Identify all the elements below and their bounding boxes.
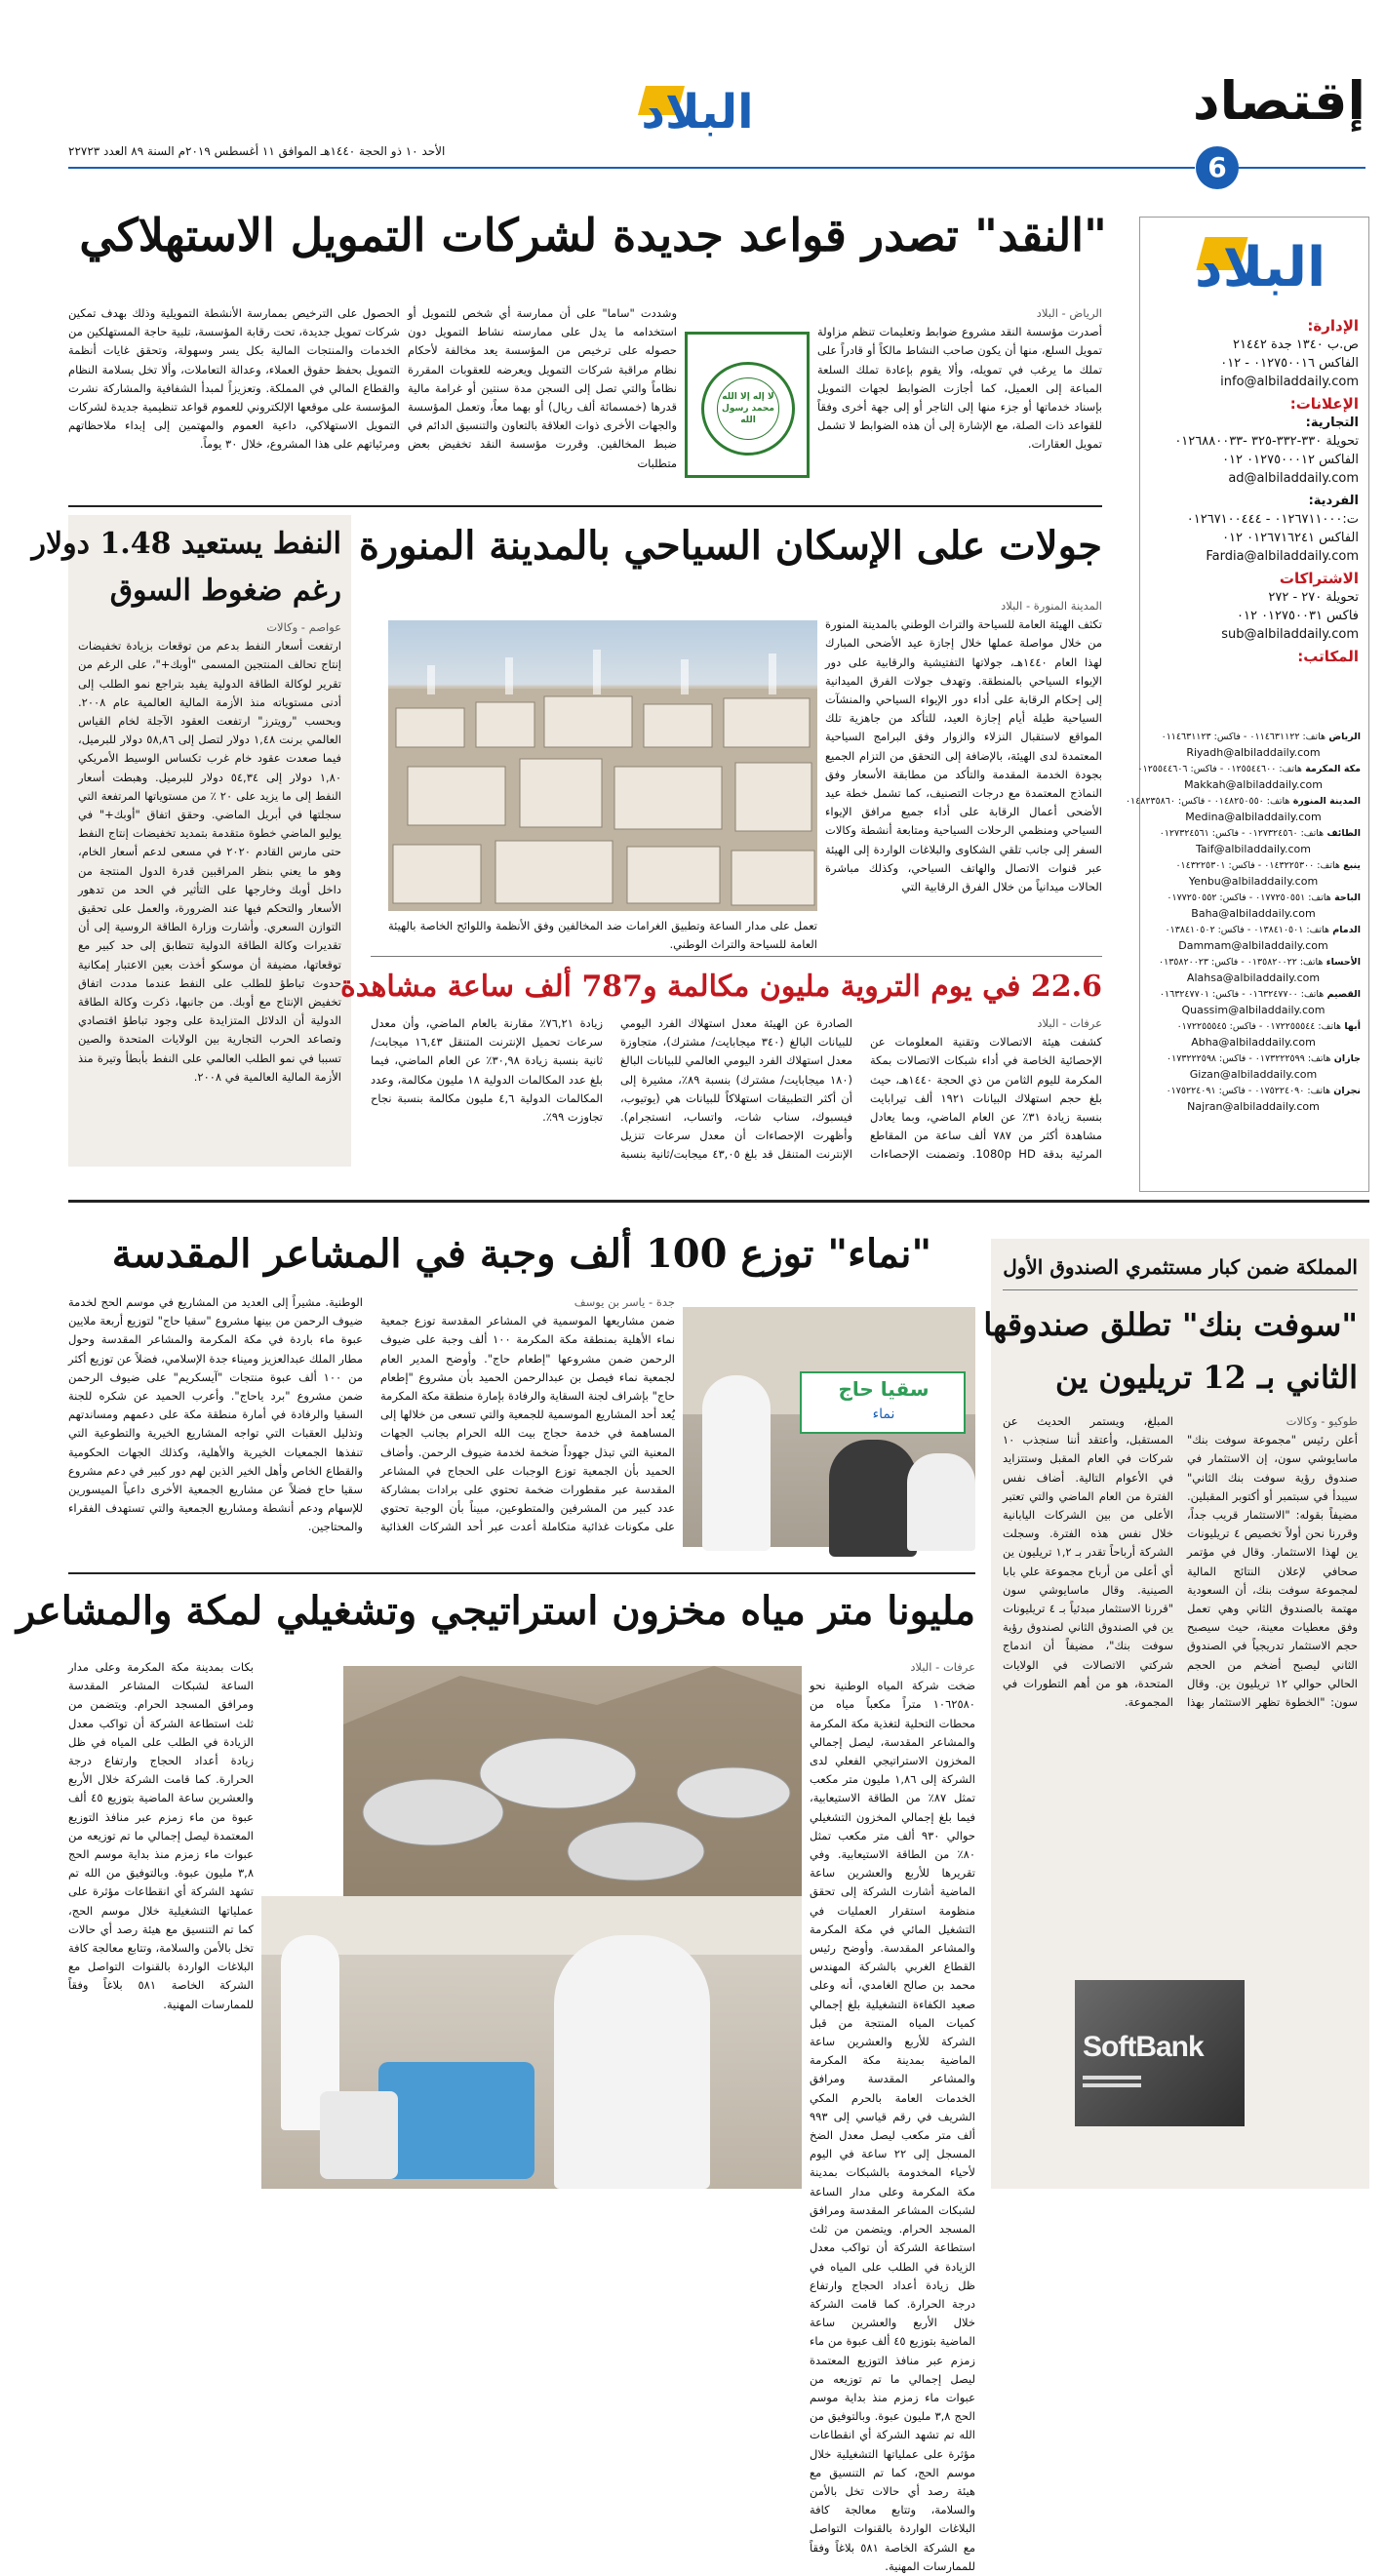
office-email[interactable]: Najran@albiladdaily.com — [1187, 1100, 1320, 1113]
person-figure — [702, 1375, 771, 1551]
story7-body-left-column — [68, 1658, 254, 2189]
story2-dateline: المدينة المنورة - البلاد — [1001, 599, 1102, 613]
office-email[interactable]: Gizan@albiladdaily.com — [1189, 1068, 1318, 1081]
office-phone: هاتف: ٠١٢٧٣٢٤٥٦٠ - فاكس: ٠١٢٧٣٢٤٥٦١ — [1159, 828, 1325, 839]
office-phone: هاتف: ٠١٢٥٥٤٤٦٠٠ - فاكس: ٠١٢٥٥٤٤٦٠٦ — [1137, 764, 1302, 774]
subscriptions-email[interactable]: sub@albiladdaily.com — [1221, 627, 1359, 642]
person-figure — [829, 1440, 917, 1557]
sidebar-logo-text: البلاد — [1194, 236, 1326, 299]
subscriptions-line: تحويلة ٢٧٠ - ٢٧٢ — [1268, 590, 1359, 605]
admin-line: الفاكس ٠١٢٧٥٠٠١٦ - ٠١٢ — [1220, 356, 1359, 371]
story3-dateline: عواصم - وكالات — [266, 620, 341, 634]
office-entry — [1146, 1083, 1361, 1099]
individual-line: الفاكس ٠١٢٦٧١٦٢٤١ ٠١٢ — [1222, 531, 1359, 545]
individual-line: ت:٠١٢٦٧١١٠٠٠ - ٠١٢٦٧١٠٠٤٤٤ — [1186, 512, 1359, 527]
ads-title: الإعلانات: — [1289, 395, 1359, 413]
office-phone: هاتف: ٠١٦٣٢٤٧٧٠٠ - فاكس: ٠١٦٣٢٤٧٧٠١ — [1159, 989, 1325, 1000]
city-skyline-graphic — [388, 620, 817, 911]
softbank-logo-bars-icon — [1083, 2076, 1141, 2080]
story2-bottom-rule — [371, 956, 1102, 957]
office-city: الباحة — [1330, 892, 1361, 903]
office-phone: هاتف: ٠١٧٢٢٥٥٥٤٤ - فاكس: ٠١٧٢٢٥٥٥٤٥ — [1176, 1021, 1342, 1032]
office-email[interactable]: Yenbu@albiladdaily.com — [1188, 875, 1319, 888]
water-tanks-graphic — [343, 1666, 802, 1896]
office-phone: هاتف: ٠١٧٥٢٢٤٠٩٠ - فاكس: ٠١٧٥٢٢٤٠٩١ — [1166, 1086, 1330, 1096]
office-entry — [1146, 954, 1361, 971]
office-email[interactable]: Makkah@albiladdaily.com — [1184, 778, 1323, 791]
oil-box — [31, 515, 351, 1167]
story6-kicker: المملكة ضمن كبار مستثمري الصندوق الأول — [1003, 1255, 1358, 1279]
story7-headline: مليونا متر مياه مخزون استراتيجي وتشغيلي لمكة والمشاعر — [16, 1588, 975, 1634]
tent-row — [261, 1896, 802, 1955]
pilgrim-figure — [554, 1935, 710, 2189]
namaa-volunteers-photo — [683, 1307, 975, 1547]
office-entry — [1146, 922, 1361, 938]
page-number-badge: 6 — [1196, 146, 1239, 189]
contact-sidebar — [1125, 217, 1369, 1192]
individual-label: الفردية: — [1308, 494, 1359, 508]
story5-body-text: ضمن مشاريعها الموسمية في المشاعر المقدسة توزع جمعية نماء الأهلية بمنطقة مكة المكرمة ١٠٠ ألف وجبة على ضيوف الرحمن ضمن مشروعها "إطعام حاج". وأوضح المدير العام لجمعية نماء فيصل بن عبدالرحمن الحميد بأن مشروع "إطعام حاج" بإشراف لجنة السقاية والرفادة بإمارة منطقة مكة المكرمة يُعد أحد المشاريع الموسمية للجمعية والتي تسعى من خلالها إلى المساهمة في خدمة حجاج بيت الله الحرام بجانب الجهات المعنية التي تبذل جهوداً ضخمة لخدمة ضيوف الرحمن. وأضاف الحميد بأن الجمعية توزع الوجبات على الحجاج في المشاعر المقدسة عبر مقطورات ضخمة تحتوي على برادات بمشاركة عدد كبير من المشرفين والمتطوعين، مبيناً بأن الوجبة تحتوي على مكونات غذائية متكاملة أعدت عبر أحد الشركات الغذائية الوطنية. مشيراً إلى العديد من المشاريع في موسم الحج لخدمة ضيوف الرحمن من بينها مشروع "سقيا حاج" لتوزيع أربعة ملايين عبوة ماء باردة في مكة المكرمة والمشاعر المقدسة وحول مطار الملك عبدالعزيز وميناء جدة الإسلامي، فضلاً عن توزيع أكثر من ١٠٠ ألف عبوة منتجات "آيسكريم" على ضيوف الرحمن ضمن مشروع "برد ياحاج". وأعرب الحميد عن شكره للجنة السقيا والرفادة في أمارة منطقة مكة على دعمهم ومساندتهم وتذليل العقبات التي تواجه المشاريع الخيرية والتطوعية التي تنفذها الجمعيات الخيرية والأهلية، وكذلك الجهات الحكومية والقطاع الخاص وأهل الخير الذين لهم دور كبير في دعم مشروع سقيا حاج فضلاً عن مشاريع الجمعية الأخرى داعياً الميسورين للإسهام ودعم أنشطة ومشاريع الجمعية والتي تستهدف الفقراء والمحتاجين. — [68, 1295, 675, 1534]
office-city: مكة المكرمة — [1301, 764, 1361, 774]
office-city: المدينة المنورة — [1289, 796, 1361, 807]
office-city: القصيم — [1324, 989, 1361, 1000]
softbank-box — [983, 1239, 1369, 2189]
story1-col1 — [817, 304, 1102, 476]
individual-email[interactable]: Fardia@albiladdaily.com — [1206, 549, 1359, 564]
logo-text: البلاد — [641, 85, 754, 139]
story1-body-col1: أصدرت مؤسسة النقد مشروع ضوابط وتعليمات تنظم مزاولة تمويل السلع، منها أن يكون صاحب النشاط مالكاً أو قادراً على تملك ما يرغب في تمويله، وألا يقوم بإعادة تملك السلعة المباعة إلى العميل، كما أجازت الضوابط لجهات التمويل بإسناد خدماتها أو جزء منها إلى التاجر أو إلى جهة أخرى وفقاً للقواعد ذات الصلة، مع الإشارة إلى أن هذه الضوابط لا تشمل تمويل العقارات. — [817, 325, 1102, 452]
office-phone: هاتف: ٠١٣٥٨٢٠٠٢٢ - فاكس: ٠١٣٥٨٢٠٠٢٣ — [1158, 957, 1324, 968]
office-phone: هاتف: ٠١٤٨٢٥٠٥٥٠ - فاكس: ٠١٤٨٢٣٥٨٦٠ — [1125, 796, 1290, 807]
masthead-rule — [68, 167, 1195, 169]
office-email[interactable]: Alahsa@albiladdaily.com — [1186, 971, 1321, 984]
story6-dateline: طوكيو - وكالات — [1286, 1414, 1358, 1428]
seal-text: لا إله إلا الله محمد رسول الله — [722, 392, 774, 425]
story1-seal — [685, 332, 810, 478]
office-entry — [1146, 729, 1361, 745]
office-phone: هاتف: ٠١٤٣٢٢٥٣٠٠ - فاكس: ٠١٤٣٢٢٥٣٠١ — [1175, 860, 1340, 871]
story5-bottom-rule — [68, 1572, 975, 1574]
story7-continued-text: بكات بمدينة مكة المكرمة وعلى مدار الساعة لشبكات المشاعر المقدسة ومرافق المسجد الحرام. ويتضمن من ثلث استطاعة الشركة أن تواكب معدل الزيادة في الطلب على المياه في ظل زيادة أعداد الحجاج وارتفاع درجة الحرارة. كما قامت الشركة خلال الأربع والعشرين ساعة الماضية بتوزيع ٤٥ ألف عبوة من ماء زمزم عبر منافذ التوزيع المعتمدة ليصل إجمالي ما تم توزيعه من عبوات ماء زمزم منذ بداية موسم الحج ٣,٨ مليون عبوة. وبالتوفيق من الله تم تشهد الشركة أي انقطاعات مؤثرة على عملياتها التشغيلية خلال موسم الحج، كما تم التنسيق مع هيئة رصد أي حالات تخل بالأمن والسلامة، وتتابع معالجة كافة البلاغات الواردة بالقنوات التواصل مع الشركة الخاصة ٥٨١ بلاغاً وفقاً للممارسات المهنية. — [68, 1660, 255, 2011]
story4-dateline: عرفات - البلاد — [1037, 1016, 1102, 1030]
water-cooler — [378, 2062, 534, 2179]
story5-body — [68, 1293, 675, 1563]
office-email[interactable]: Dammam@albiladdaily.com — [1178, 939, 1328, 952]
story1-col3: الحصول على الترخيص بممارسة الأنشطة التمويلية وذلك بهدف تمكين شركات تمويل جديدة، تحت رقابة المؤسسة، تلبية حاجة المستهلكين من الخدمات والمنتجات المالية بكل يسر وسهولة، وتحقق غايات أنظمة التمويل بحفظ حقوق العملاء، وعدالة التعاملات، وألا تخل بسلامة النظام والقطاع المالي في المملكة. وتعزيزاً لمبدأ الشفافية والمشاركة نشرت المؤسسة على موقعها الإلكتروني للعموم قواعد تنظيمية جديدة لشركات التمويل الاستهلاكي، داعية العموم والمهتمين إلى إبداء ملاحظاتهم ومرئياتهم على هذا المشروع، خلال ٣٠ يوماً. — [68, 306, 400, 452]
office-entry — [1146, 986, 1361, 1003]
story4-body-text: كشفت هيئة الاتصالات وتقنية المعلومات عن الإحصائية الخاصة في أداء شبكات الاتصالات بمكة المكرمة لليوم الثامن من ذي الحجة ١٤٤٠هـ، حيث بلغ حجم استهلاك البيانات ١٩٢١ ألف تيرابايت بنسبة زيادة ٣١٪ عن العام الماضي، وبما يعادل مشاهدة أكثر من ٧٨٧ ألف ساعة من المقاطع المرئية بدقة 1080p HD. وتضمنت الإحصاءات الصادرة عن الهيئة معدل استهلاك الفرد اليومي للبيانات البالغ (٣٤٠ ميجابايت/ مشترك)، متجاوزة معدل استهلاك الفرد اليومي العالمي للبيانات البالغ (١٨٠ ميجابايت/ مشترك) بنسبة ٨٩٪، مشيرة إلى أن أكثر التطبيقات استهلاكاً للبيانات هي (يوتيوب، فيسبوك، سناب شات، واتساب، انستجرام). وأظهرت الإحصاءات أن معدل سرعات تنزيل الإنترنت المتنقل قد بلغ ٤٣,٠٥ ميجابت/ثانية بنسبة زيادة ٧٦,٢١٪ مقارنة بالعام الماضي، وأن معدل سرعات تحميل الإنترنت المتنقل ١٦,٤٣ ميجابت/ثانية بنسبة زيادة ٣٠,٩٨٪ عن العام الماضي، فيما بلغ عدد المكالمات الدولية ١٨ مليون مكالمة، وعدد المكالمات الدولية ٤,٦ مليون مكالمة بنسبة نجاح تجاوزت ٩٩٪. — [371, 1016, 1103, 1162]
offices-list — [1125, 729, 1361, 1115]
office-city: جازان — [1330, 1053, 1361, 1064]
office-city: الدمام — [1328, 925, 1361, 935]
office-city: الرياض — [1326, 732, 1361, 742]
office-email[interactable]: Baha@albiladdaily.com — [1191, 907, 1316, 920]
softbank-photo — [1075, 1980, 1245, 2126]
office-phone: هاتف: ٠١٧٧٢٥٠٥٥١ - فاكس: ٠١٧٧٢٥٠٥٥٢ — [1167, 892, 1331, 903]
story6-body-text: أعلن رئيس "مجموعة سوفت بنك" ماسايوشي سون، إن الاستثمار في صندوق رؤية سوفت بنك الثاني" سيبدأ في سبتمبر أو أكتوبر المقبلين. مضيفاً بقوله: "الاستثمار قريب جداً، وقررنا نحن أولاً تخصيص ٤ تريليونات ين لهذا الاستثمار. وقال في مؤتمر صحافي لإعلان النتائج المالية لمجموعة سوفت بنك، أن السعودية مهتمة بالصندوق الثاني وهي تعمل وفق معطيات معينة، حيث سيصبح حجم الاستثمار تدريجياً في الصندوق الثاني ليصبح أضخم من الحجم الحالي حوالي ١٢ تريليون ين. وقال سون: "الخطوة تظهر الاستثمار بهذا المبلغ، ويستمر الحديث عن المستقبل، وأعتقد أننا سنجذب ١٠ شركات في العام المقبل وستتزايد في الأعوام التالية. أضاف نفس الفترة من العام الماضي والتي تعتبر الأعلى من بين الشركات اليابانية خلال نفس هذه الفترة. وسجلت الشركة أرباحاً تقدر بـ ١,٢ تريليون ين أي أعلى من أرباح مجموعة علي بابا الصينية. وقال ماسايوشي سون "قررنا الاستثمار مبدئياً بـ ٤ تريليونات ين في الصندوق الثاني لصندوق رؤية سوفت بنك"، مضيفاً أن اندماج شركتي الاتصالات في الولايات المتحدة، هو من أهم التطورات في المجموعة. — [1003, 1414, 1358, 1710]
story1-dateline: الرياض - البلاد — [1036, 306, 1102, 320]
office-entry — [1137, 761, 1361, 777]
story3-headline: النفط يستعيد 1.48 دولار — [31, 527, 341, 561]
story5-dateline: جدة - ياسر بن يوسف — [574, 1295, 675, 1309]
pilgrims-zamzam-photo — [261, 1896, 802, 2189]
office-city: نجران — [1330, 1086, 1361, 1096]
office-entry — [1146, 825, 1361, 842]
sidebar-logo — [1187, 231, 1333, 305]
story2-body: تكثف الهيئة العامة للسياحة والتراث الوطني بالمدينة المنورة من خلال مواصلة عملها خلال إجازة عيد الأضحى المبارك لهذا العام ١٤٤٠هـ، جولاتها التفتيشية والرقابية على دور الإيواء السياحي بالمنطقة. وتهدف جولات الفرق الميدانية إلى إحكام الرقابة على أداء دور الإيواء السياحي والمنشآت السياحية طيلة أيام إجازة العيد، للتأكد من جاهزية تلك المواقع لاستقبال النزلاء والزوار وفق البرامج السياحية المعتمدة لدى الهيئة، بالإضافة إلى التحقق من التزام الجميع بجودة الخدمة المقدمة والتأكد من مطابقة الأسعار وفق النماذج المعتمدة مع درجات التصنيف، كما تشمل خطة عيد الأضحى أعمال الرقابة على أداء جميع مرافق الإيواء السياحي ومنظمي الرحلات السياحية ومتابعة أنشطة وكالات السفر إلى جانب تلقي الشكاوى والبلاغات الواردة إلى الهيئة عبر قنوات الاتصال والهاتف السياحي، وكذلك مباشرة الحالات ميدانياً من خلال الفرق الرقابية التي — [825, 617, 1103, 894]
mid-page-rule — [68, 1200, 1369, 1203]
office-city: الطائف — [1324, 828, 1361, 839]
story7-body-right — [810, 1658, 976, 2573]
story5-headline: "نماء" توزع 100 ألف وجبة في المشاعر المقدسة — [111, 1231, 932, 1277]
admin-title: الإدارة: — [1307, 317, 1359, 335]
office-phone: هاتف: ٠١١٤٦٣١١٢٢ - فاكس: ٠١١٤٦٣١١٢٣ — [1161, 732, 1326, 742]
water-tanks-photo — [343, 1666, 802, 1896]
kicker-rule — [1003, 1289, 1358, 1290]
office-entry — [1146, 1018, 1361, 1035]
office-entry — [1146, 857, 1361, 874]
office-city: الأحساء — [1323, 957, 1361, 968]
story1-headline: "النقد" تصدر قواعد جديدة لشركات التمويل الاستهلاكي — [79, 209, 1107, 261]
ads-email[interactable]: ad@albiladdaily.com — [1228, 471, 1359, 486]
masthead-rule-short — [1239, 167, 1365, 169]
story7-body-text: ضخت شركة المياه الوطنية نحو ١٠٦٢٥٨٠ متراً مكعباً مياه من محطات التحلية لتغذية مكة المكرمة والمشاعر المقدسة، ليصل إجمالي المخزون الاستراتيجي الفعلي لدى الشركة إلى ١,٨٦ مليون متر مكعب تمثل ٨٧٪ من الطاقة الاستيعابية، فيما بلغ إجمالي المخزون التشغيلي حوالي ٩٣٠ ألف متر مكعب تمثل ٨٠٪ من الطاقة الاستيعابية. وفي تقريرها للأربع والعشرين ساعة الماضية أشارت الشركة إلى تحقق منظومة استقرار العمليات في التشغيل المائي في مكة المكرمة والمشاعر المقدسة. وأوضح رئيس القطاع الغربي بالشركة المهندس محمد بن صالح الغامدي، أنه وعلى صعيد الكفاءة التشغيلية بلغ إجمالي كميات المياه المنتجة من قبل الشركة للأربع والعشرين ساعة الماضية بمدينة مكة المكرمة والمشاعر المقدسة ومرافق الخدمات العامة بالحرم المكي الشريف في رقم قياسي إلى ٩٩٣ ألف متر مكعب ليصل معدل الضخ المسجل إلى ٢٢ ساعة في اليوم لأحياء المخدومة بالشبكات بمدينة مكة المكرمة وعلى مدار الساعة لشبكات المشاعر المقدسة ومرافق المسجد الحرام. ويتضمن من ثلث استطاعة الشركة أن تواكب معدل الزيادة في الطلب على المياه في ظل زيادة أعداد الحجاج وارتفاع درجة الحرارة. كما قامت الشركة خلال الأربع والعشرين ساعة الماضية بتوزيع ٤٥ ألف عبوة من ماء زمزم عبر منافذ التوزيع المعتمدة ليصل إجمالي ما تم توزيعه من عبوات ماء زمزم منذ بداية موسم الحج ٣,٨ مليون عبوة. وبالتوفيق من الله تم تشهد الشركة أي انقطاعات مؤثرة على عملياتها التشغيلية خلال موسم الحج، كما تم التنسيق مع هيئة رصد أي حالات تخل بالأمن والسلامة، وتتابع معالجة كافة البلاغات الواردة بالقنوات التواصل مع الشركة الخاصة ٥٨١ بلاغاً وفقاً للممارسات المهنية. — [810, 1679, 976, 2573]
story3-body: ارتفعت أسعار النفط بدعم من توقعات بزيادة تخفيضات إنتاج تحالف المنتجين المسمى "أوبك+"، على الرغم من تقرير لوكالة الطاقة الدولية يفيد بتراجع نمو الطلب إلى أدنى مستوياته منذ الأزمة المالية العالمية عام ٢٠٠٨. وبحسب "رويترز" ارتفعت العقود الآجلة لخام القياس العالمي برنت ١,٤٨ دولار لتصل إلى ٥٨,٨٦ دولار للبرميل، فيما صعدت عقود خام غرب تكساس الوسيط الأمريكي ١,٨٠ دولار إلى ٥٤,٣٤ دولار للبرميل. وهبطت أسعار النفط إلى ما يزيد على ٢٠ ٪ من مستوياتها المرتفعة التي سجلتها في أبريل الماضي. وحقق اتفاق "أوبك+" في يوليو الماضي خطوة متقدمة بتمديد تخفيضات إنتاج النفط حتى مارس القادم ٢٠٢٠ في مسعى لدعم أسعار الخام، وهو ما يعني بنظر المراقبين قدرة الدول المنتجة من داخل أوبك وخارجها على التأثير في الحد من تدهور الأسعار والتحكم فيها عند الضرورة، والعمل على تحقيق التوازن السعري. وأشارت وزارة الطاقة الروسية إلى أن تقديرات وكالة الطاقة الدولية تتطابق إلى حد كبير مع توقعاتها، مضيفة أن موسكو أخذت بعين الاعتبار إمكانية حدوث تباطؤ للطلب على النفط عندما مددت اتفاق تخفيض الإنتاج مع أوبك. من جانبها، ذكرت وكالة الطاقة الدولية أن الدلائل المتزايدة على وجود تباطؤ اقتصادي وتصاعد الحرب التجارية بين الولايات المتحدة والصين تسببا في نمو الطلب العالمي على النفط بأبطأ وتيرة منذ الأزمة المالية العالمية في ٢٠٠٨. — [78, 639, 341, 1084]
office-email[interactable]: Taif@albiladdaily.com — [1196, 843, 1311, 855]
masthead-logo — [634, 80, 761, 148]
story6-headline2: الثاني بـ 12 تريليون ين — [1054, 1359, 1358, 1396]
date-line: الأحد ١٠ ذو الحجة ١٤٤٠هـ الموافق ١١ أغسطس ٢٠١٩م السنة ٨٩ العدد ٢٢٧٢٣ — [68, 144, 446, 158]
ads-line: تحويلة ٣٣٠-٣٣٢-٣٢٥ -٠١٢٦٨٨٠٠٣٣ — [1174, 434, 1359, 449]
office-email[interactable]: Abha@albiladdaily.com — [1191, 1036, 1316, 1049]
softbank-sign-text: SoftBank — [1083, 2031, 1204, 2063]
commercial-label: التجارية: — [1305, 416, 1359, 430]
office-phone: هاتف: ٠١٣٨٤١٠٥٠١ - فاكس: ٠١٣٨٤١٠٥٠٢ — [1165, 925, 1329, 935]
office-email[interactable]: Riyadh@albiladdaily.com — [1186, 746, 1321, 759]
madinah-city-photo — [388, 620, 817, 911]
banner-text: سقيا حاج — [838, 1377, 930, 1401]
office-entry — [1146, 890, 1361, 906]
story6-body — [1003, 1412, 1358, 1968]
story4-headline: 22.6 في يوم التروية مليون مكالمة و787 ألف ساعة مشاهدة — [340, 970, 1102, 1004]
office-city: أبها — [1341, 1021, 1361, 1032]
office-entry — [1146, 1050, 1361, 1067]
office-phone: هاتف: ٠١٧٣٢٢٢٥٩٩ - فاكس: ٠١٧٣٢٢٢٥٩٨ — [1167, 1053, 1331, 1064]
story1-bottom-rule — [68, 505, 1102, 507]
story2-headline: جولات على الإسكان السياحي بالمدينة المنورة — [358, 523, 1102, 569]
subscriptions-line: فاكس ٠١٢٧٥٠٠٣١ ٠١٢ — [1236, 609, 1359, 623]
subscriptions-title: الاشتراكات — [1279, 570, 1359, 587]
namaa-banner — [800, 1371, 966, 1434]
banner-sub-text: نماء — [872, 1407, 895, 1422]
story2-col1 — [825, 597, 1102, 948]
story2-caption: تعمل على مدار الساعة وتطبيق الغرامات ضد المخالفين وفق الأنظمة واللوائح الخاصة بالهيئة العامة للسياحة والتراث الوطني. — [388, 919, 817, 952]
admin-line: ص.ب ١٣٤٠ جدة ٢١٤٤٢ — [1232, 337, 1359, 352]
office-email[interactable]: Medina@albiladdaily.com — [1185, 811, 1322, 823]
office-entry — [1125, 793, 1361, 810]
story6-headline: "سوفت بنك" تطلق صندوقها — [983, 1306, 1358, 1343]
water-cooler — [320, 2091, 398, 2179]
office-city: ينبع — [1339, 860, 1361, 871]
person-figure — [907, 1453, 975, 1551]
section-title: إقتصاد — [1192, 70, 1365, 132]
office-email[interactable]: Quassim@albiladdaily.com — [1181, 1004, 1326, 1016]
story7-dateline: عرفات - البلاد — [910, 1660, 975, 1674]
story3-headline2: رغم ضغوط السوق — [109, 574, 341, 608]
story1-col2: وشددت "ساما" على أن ممارسة أي شخص للتمويل أو استخدامه ما يدل على ممارسته نشاط التمويل دون حصوله على ترخيص من المؤسسة يعد مخالفة لأحكام نظام مراقبة شركات التمويل ويعرضه للعقوبات المقررة نظاماً والتي تصل إلى السجن مدة سنتين أو غرامة مالية قدرها (خمسمائة ألف ريال) أو بهما معاً، وتعمل المؤسسة والجهات الأخرى ذوات العلاقة بالتعاون والتنسيق الدائم في ضبط المخالفين. وقررت مؤسسة النقد تخفيض بعض متطلبات — [408, 306, 677, 470]
admin-email[interactable]: info@albiladdaily.com — [1220, 375, 1359, 389]
ads-line: الفاكس ٠١٢٧٥٠٠٠١٢ ٠١٢ — [1222, 453, 1359, 467]
story4-body — [371, 1014, 1102, 1169]
offices-title: المكاتب: — [1297, 648, 1359, 665]
